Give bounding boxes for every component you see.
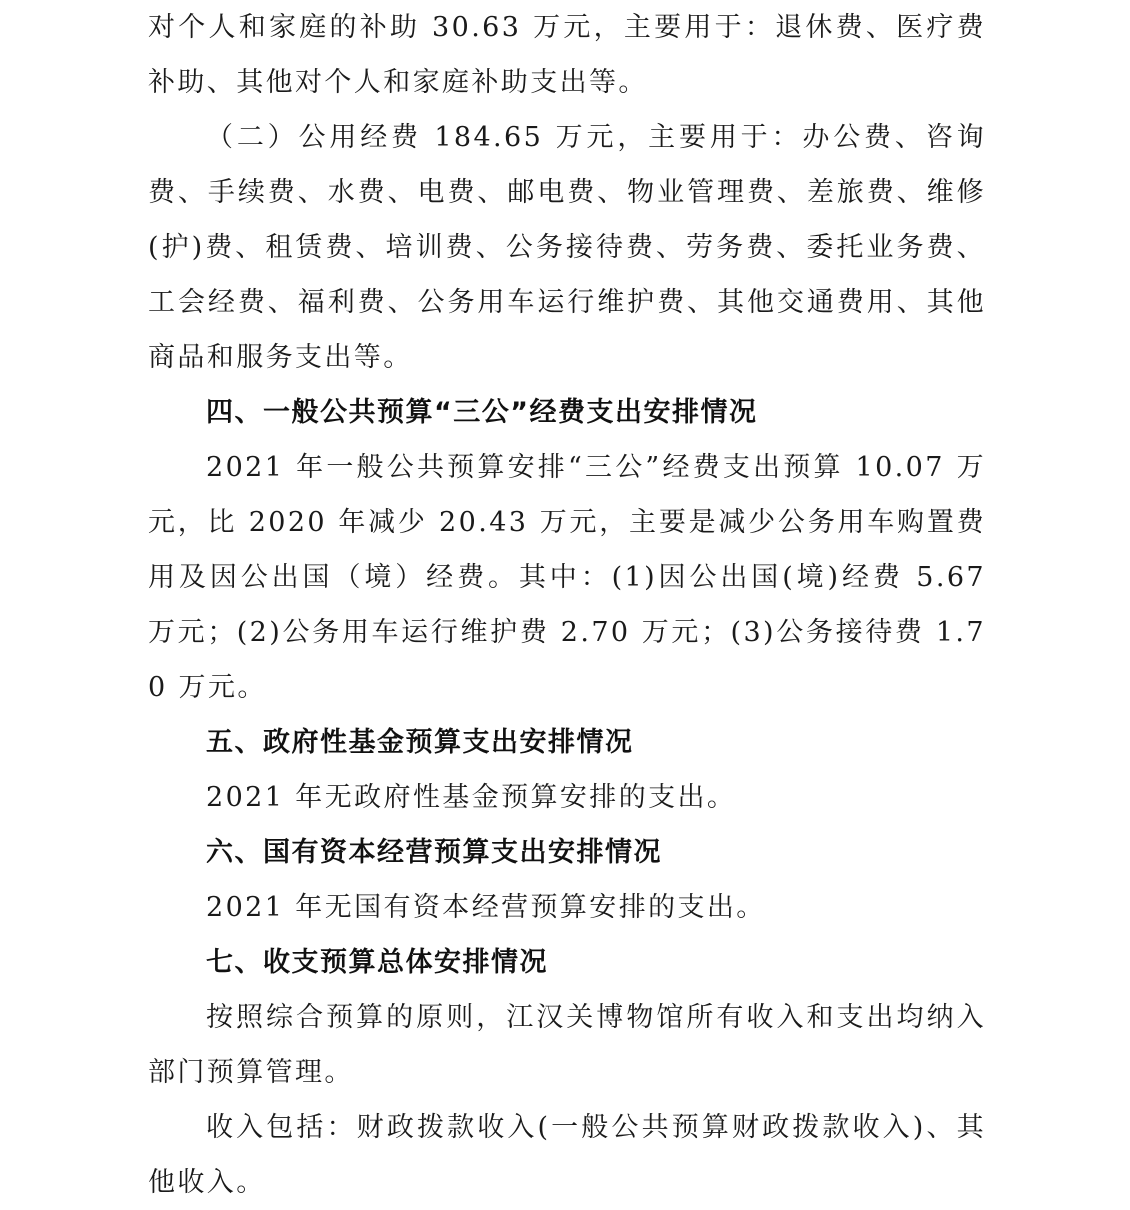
paragraph-income-items: 收入包括：财政拨款收入(一般公共预算财政拨款收入)、其他收入。 bbox=[148, 1112, 986, 1198]
document-body bbox=[148, 0, 986, 1210]
paragraph-government-fund: 2021 年无政府性基金预算安排的支出。 bbox=[206, 782, 737, 813]
paragraph-public-funds: （二）公用经费 184.65 万元，主要用于：办公费、咨询费、手续费、水费、电费、邮电费、物业管理费、差旅费、维修(护)费、租赁费、培训费、公务接待费、劳务费、委托业务费、工会经费、福利费、公务用车运行维护费、其他交通费用、其他商品和服务支出等。 bbox=[148, 122, 986, 373]
paragraph-overall-budget: 按照综合预算的原则，江汉关博物馆所有收入和支出均纳入部门预算管理。 bbox=[148, 1002, 986, 1088]
heading-government-fund: 五、政府性基金预算支出安排情况 bbox=[206, 727, 634, 758]
paragraph-three-public-details: 2021 年一般公共预算安排“三公”经费支出预算 10.07 万元，比 2020 年减少 20.43 万元，主要是减少公务用车购置费用及因公出国（境）经费。其中：(1)因公出国(境)经费 5.67 万元；(2)公务用车运行维护费 2.70 万元；(3)公务接待费 1.70 万元。 bbox=[148, 452, 986, 703]
paragraph-state-capital: 2021 年无国有资本经营预算安排的支出。 bbox=[206, 892, 766, 923]
heading-three-public: 四、一般公共预算“三公”经费支出安排情况 bbox=[206, 397, 758, 428]
heading-state-capital: 六、国有资本经营预算支出安排情况 bbox=[206, 837, 662, 868]
heading-overall-budget: 七、收支预算总体安排情况 bbox=[206, 947, 548, 978]
paragraph-personal-subsidy: 对个人和家庭的补助 30.63 万元，主要用于：退休费、医疗费补助、其他对个人和家庭补助支出等。 bbox=[148, 12, 986, 98]
